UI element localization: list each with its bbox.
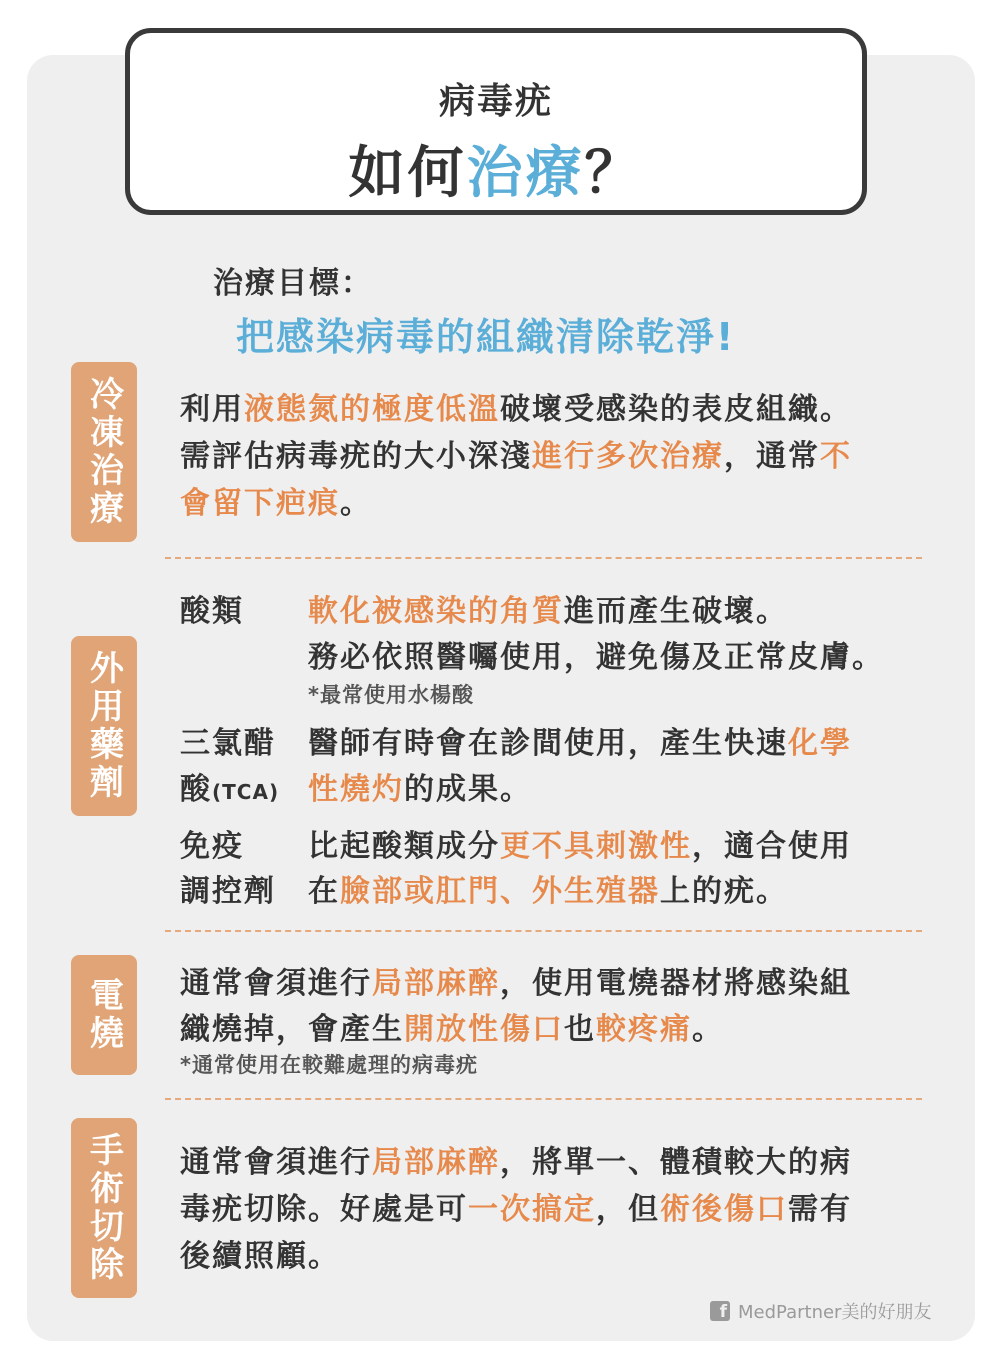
tag-topical-label: 外用藥劑 [83, 650, 124, 802]
acid-line2: 務必依照醫囑使用，避免傷及正常皮膚。 [308, 640, 884, 675]
title-line2-pre: 如何 [348, 141, 467, 206]
divider [165, 1098, 922, 1100]
electro-line2: 織燒掉，會產生開放性傷口也較疼痛。 [180, 1012, 724, 1047]
tca-label-line2: 酸(TCA) [180, 772, 280, 807]
title-box [125, 28, 867, 215]
freeze-line1: 利用液態氮的極度低溫破壞受感染的表皮組織。 [180, 392, 852, 427]
electro-line1: 通常會須進行局部麻醉，使用電燒器材將感染組 [180, 966, 852, 1001]
tca-line1: 醫師有時會在診間使用，產生快速化學 [308, 726, 852, 761]
immuno-line1: 比起酸類成分更不具刺激性，適合使用 [308, 829, 852, 864]
tag-surgery [71, 1118, 137, 1298]
acid-label: 酸類 [180, 594, 244, 629]
acid-line1: 軟化被感染的角質進而產生破壞。 [308, 594, 788, 629]
facebook-icon: f [710, 1301, 730, 1321]
freeze-line3: 會留下疤痕。 [180, 486, 372, 521]
immuno-label-line1: 免疫 [180, 829, 244, 864]
electro-note: *通常使用在較難處理的病毒疣 [180, 1053, 478, 1077]
acid-note: *最常使用水楊酸 [308, 683, 474, 707]
footer-credit [710, 1298, 931, 1324]
goal-text: 把感染病毒的組織清除乾淨! [236, 315, 736, 359]
title-line1: 病毒疣 [438, 81, 553, 122]
immuno-label-line2: 調控劑 [180, 874, 276, 909]
footer-text: MedPartner美的好朋友 [738, 1302, 932, 1323]
tca-label-line1: 三氯醋 [180, 726, 276, 761]
immuno-line2: 在臉部或肛門、外生殖器上的疣。 [308, 874, 788, 909]
tag-freeze-label: 冷凍治療 [83, 376, 124, 528]
tag-topical [71, 636, 137, 816]
tag-freeze [71, 362, 137, 542]
title-line2-highlight: 治療 [466, 141, 585, 206]
divider [165, 557, 922, 559]
surgery-line3: 後續照顧。 [180, 1239, 340, 1274]
tag-electro-label: 電燒 [83, 977, 124, 1053]
tag-surgery-label: 手術切除 [83, 1132, 124, 1284]
surgery-line2: 毒疣切除。好處是可一次搞定，但術後傷口需有 [180, 1192, 852, 1227]
tag-electro [71, 955, 137, 1075]
goal-label: 治療目標： [213, 266, 373, 301]
divider [165, 930, 922, 932]
surgery-line1: 通常會須進行局部麻醉，將單一、體積較大的病 [180, 1145, 852, 1180]
title-line2-post: ？ [584, 141, 644, 206]
tca-line2: 性燒灼的成果。 [308, 772, 532, 807]
title-line2 [130, 129, 862, 209]
freeze-line2: 需評估病毒疣的大小深淺進行多次治療，通常不 [180, 439, 852, 474]
